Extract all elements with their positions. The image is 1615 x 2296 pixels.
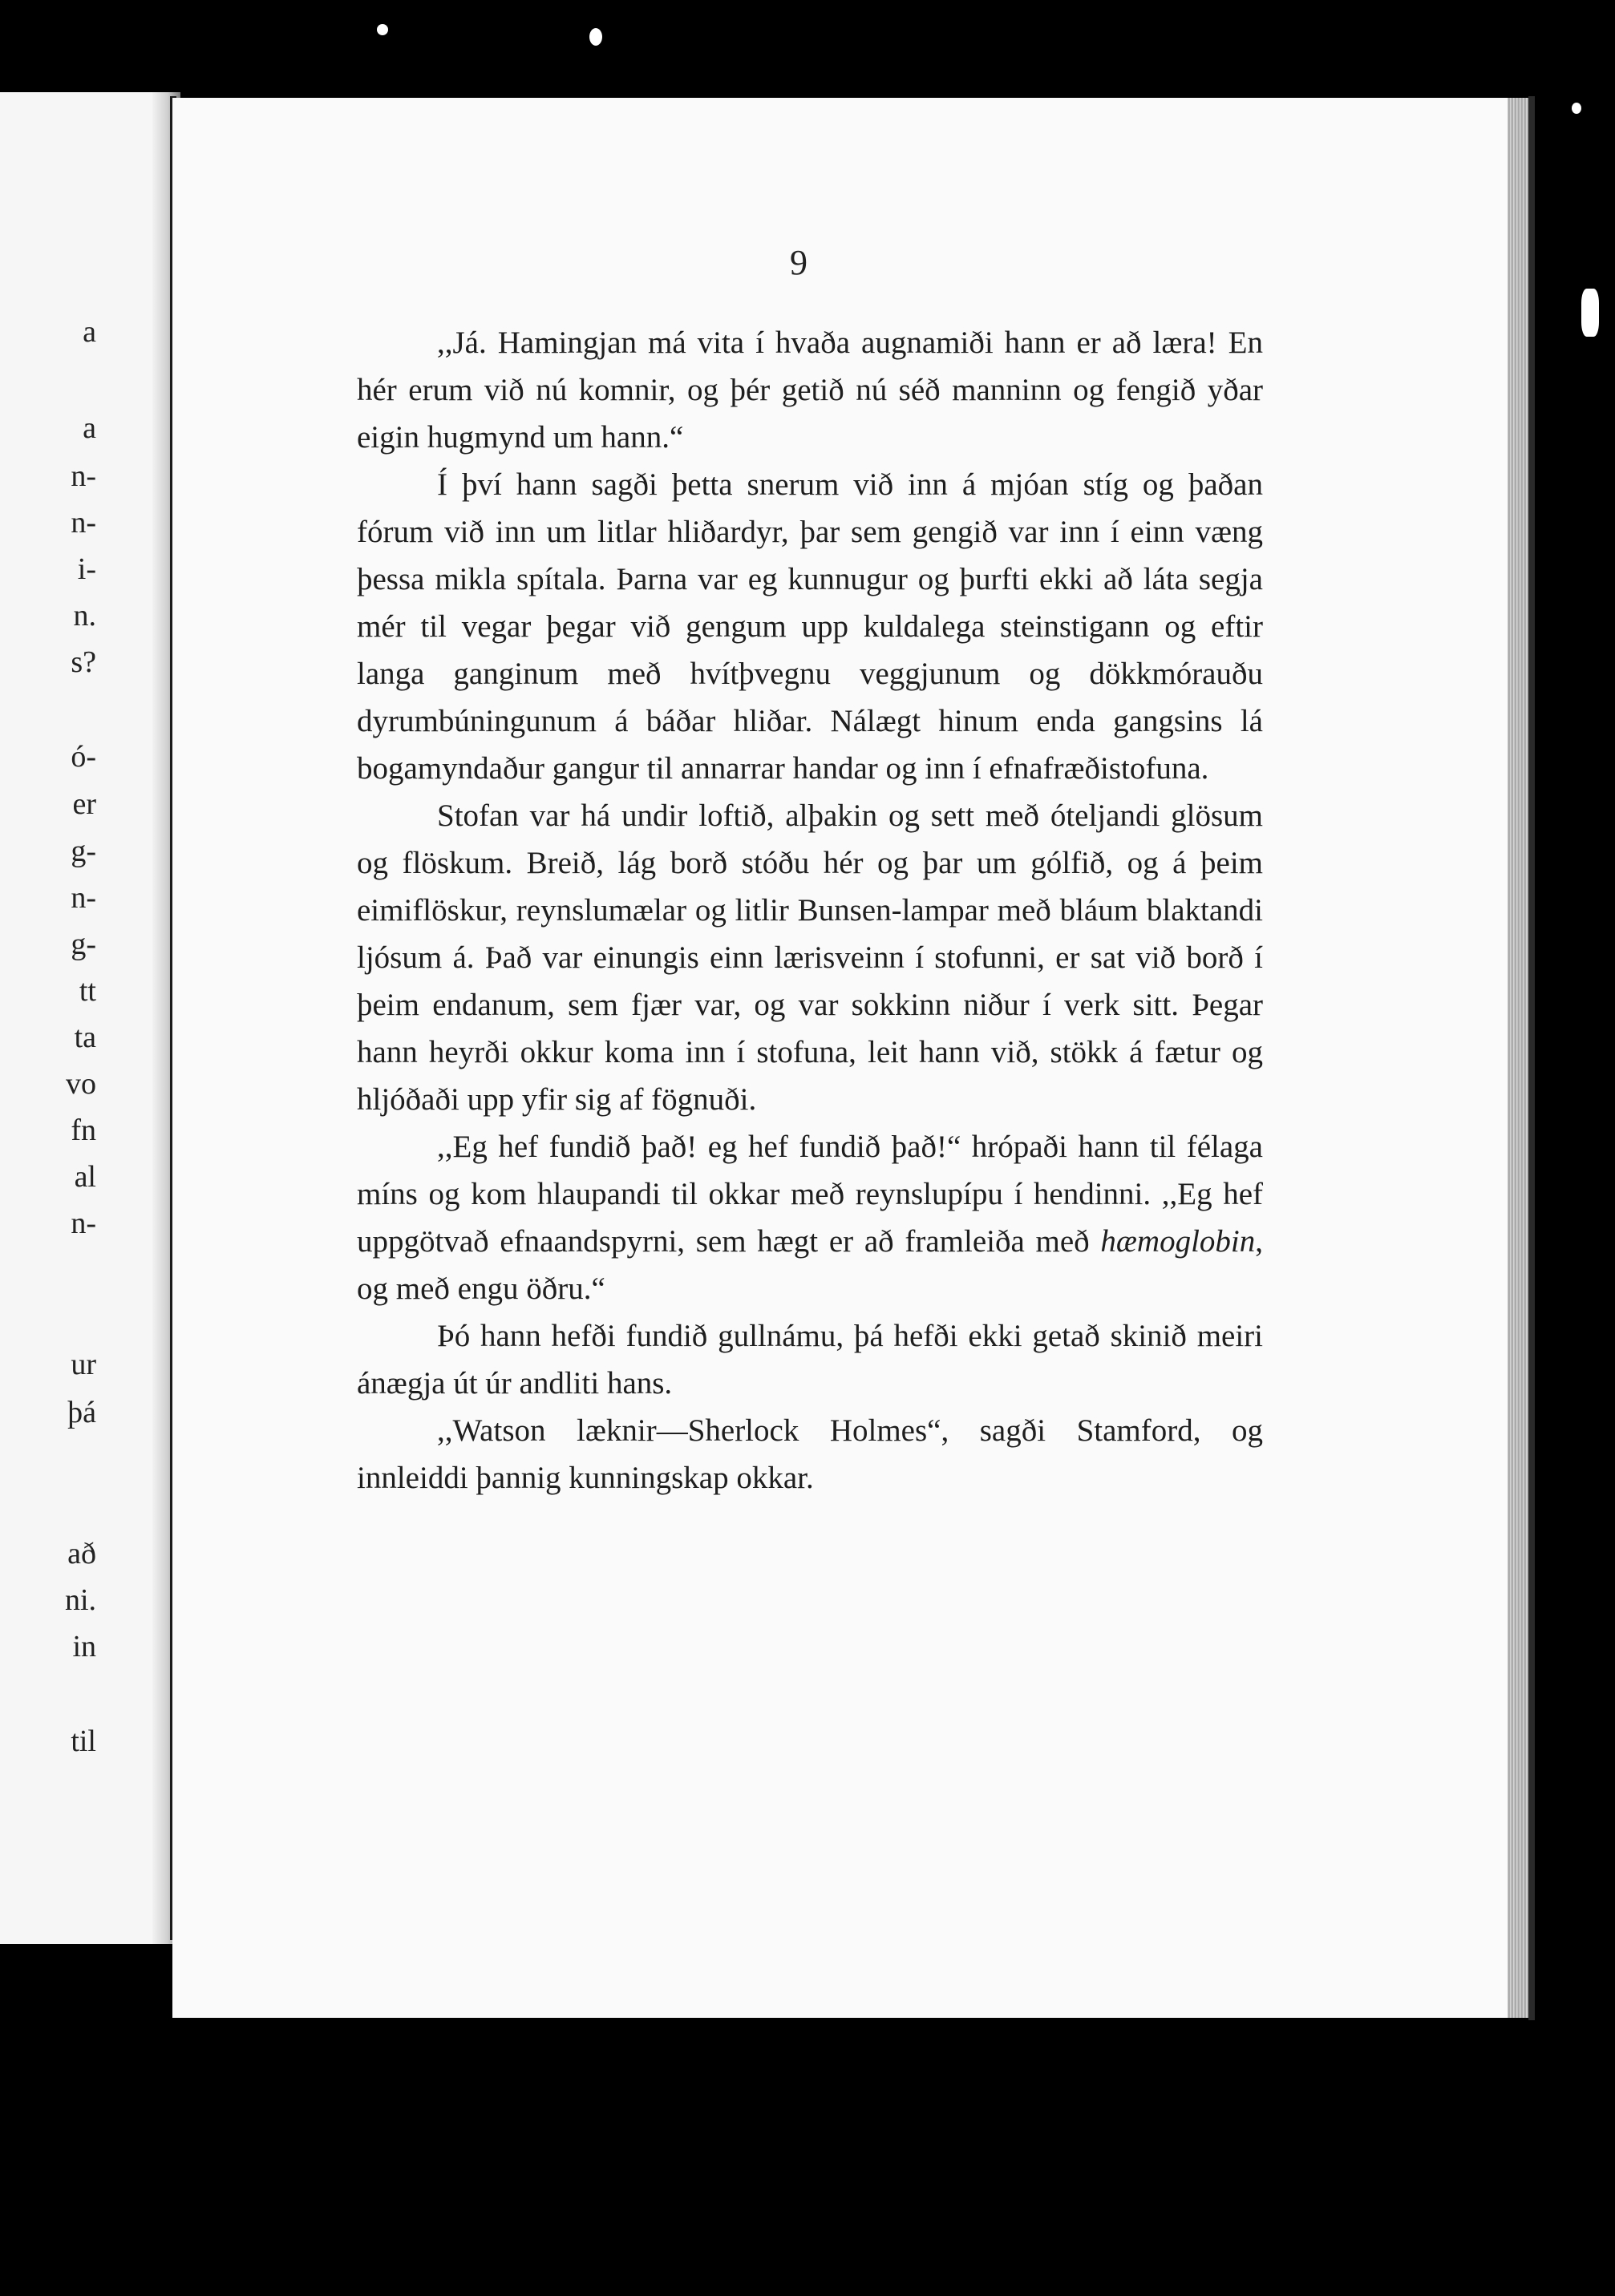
left-fragment: n- [71, 506, 96, 540]
left-fragment: ta [74, 1021, 96, 1054]
left-fragment: a [83, 315, 96, 349]
left-fragment: a [83, 411, 96, 445]
left-fragment: s? [71, 645, 96, 679]
paragraph: ,,Já. Hamingjan má vita í hvaða augnamiði hann er að læra! En hér erum við nú komnir, og þér getið nú séð manninn og fengið yðar eigin hugmynd um hann.“ [357, 325, 1263, 455]
left-fragment: al [74, 1160, 96, 1194]
left-fragment: að [67, 1537, 96, 1570]
paragraph-text: , og með engu öðru.“ [357, 1224, 1263, 1306]
left-fragment: fn [71, 1114, 96, 1147]
dust-speck [1581, 289, 1599, 337]
paragraph: Þó hann hefði fundið gullnámu, þá hefði ekki getað skinið meiri ánægja út úr andliti hans. [357, 1319, 1263, 1401]
left-page [0, 92, 164, 1944]
book-edge-shadow [1528, 96, 1535, 2020]
left-fragment: in [72, 1630, 96, 1663]
dust-speck [589, 28, 602, 46]
dust-speck [1572, 103, 1581, 114]
paragraph: ,,Watson læknir—Sherlock Holmes“, sagði Stamford, og innleiddi þannig kunningskap okkar. [357, 1413, 1263, 1495]
left-fragment: g- [71, 835, 96, 868]
left-fragment: tt [79, 974, 96, 1008]
left-fragment: ó- [71, 740, 96, 774]
body-text [357, 319, 1263, 1502]
dust-speck [377, 24, 388, 35]
left-fragment: n- [71, 881, 96, 915]
left-fragment: n. [73, 599, 96, 633]
paragraph: Stofan var há undir loftið, alþakin og sett með óteljandi glösum og flöskum. Breið, lág borð stóðu hér og þar um gólfið, og á þeim eimiflöskur, reynslumælar og litlir Bunsen-lampar með bláum blaktandi ljósum á. Það var einungis einn lærisveinn í stofunni, er sat við borð í þeim endanum, sem fjær var, og var sokkinn niður í verk sitt. Þegar hann heyrði okkur koma inn í stofuna, leit hann við, stökk á fætur og hljóðaði upp yfir sig af fögnuði. [357, 798, 1263, 1117]
paragraph [357, 1123, 1263, 1312]
left-fragment: i- [77, 552, 96, 586]
page-edges [1508, 98, 1528, 2018]
left-fragment: til [71, 1724, 96, 1758]
paragraph: Í því hann sagði þetta snerum við inn á mjóan stíg og þaðan fórum við inn um litlar hliðardyr, þar sem gengið var inn í einn væng þessa mikla spítala. Þarna var eg kunnugur og þurfti ekki að láta segja mér til vegar þegar við gengum upp kuldalega steinstigann og eftir langa ganginum með hvítþvegnu veggjunum og dökkmórauðu dyrumbúningunum á báðar hliðar. Nálægt hinum enda gangsins lá bogamyndaður gangur til annarrar handar og inn í efnafræðistofuna. [357, 467, 1263, 786]
left-fragment: n- [71, 459, 96, 493]
italic-term: hæmoglobin [1100, 1224, 1256, 1259]
left-fragment: ur [71, 1348, 96, 1381]
left-fragment: vo [66, 1067, 96, 1101]
left-fragment: n- [71, 1207, 96, 1240]
page-number: 9 [790, 243, 808, 282]
left-fragment: er [72, 787, 96, 821]
left-fragment: g- [71, 928, 96, 961]
left-fragment: ni. [64, 1583, 96, 1617]
left-fragment: þá [67, 1396, 96, 1429]
paragraph-text: ,,Eg hef fundið það! eg hef fundið það!“ hrópaði hann til félaga míns og kom hlaupandi til okkar með reynslupípu í hendinni. ,,Eg hef uppgötvað efnaandspyrni, sem hægt er að framleiða með [357, 1130, 1263, 1259]
